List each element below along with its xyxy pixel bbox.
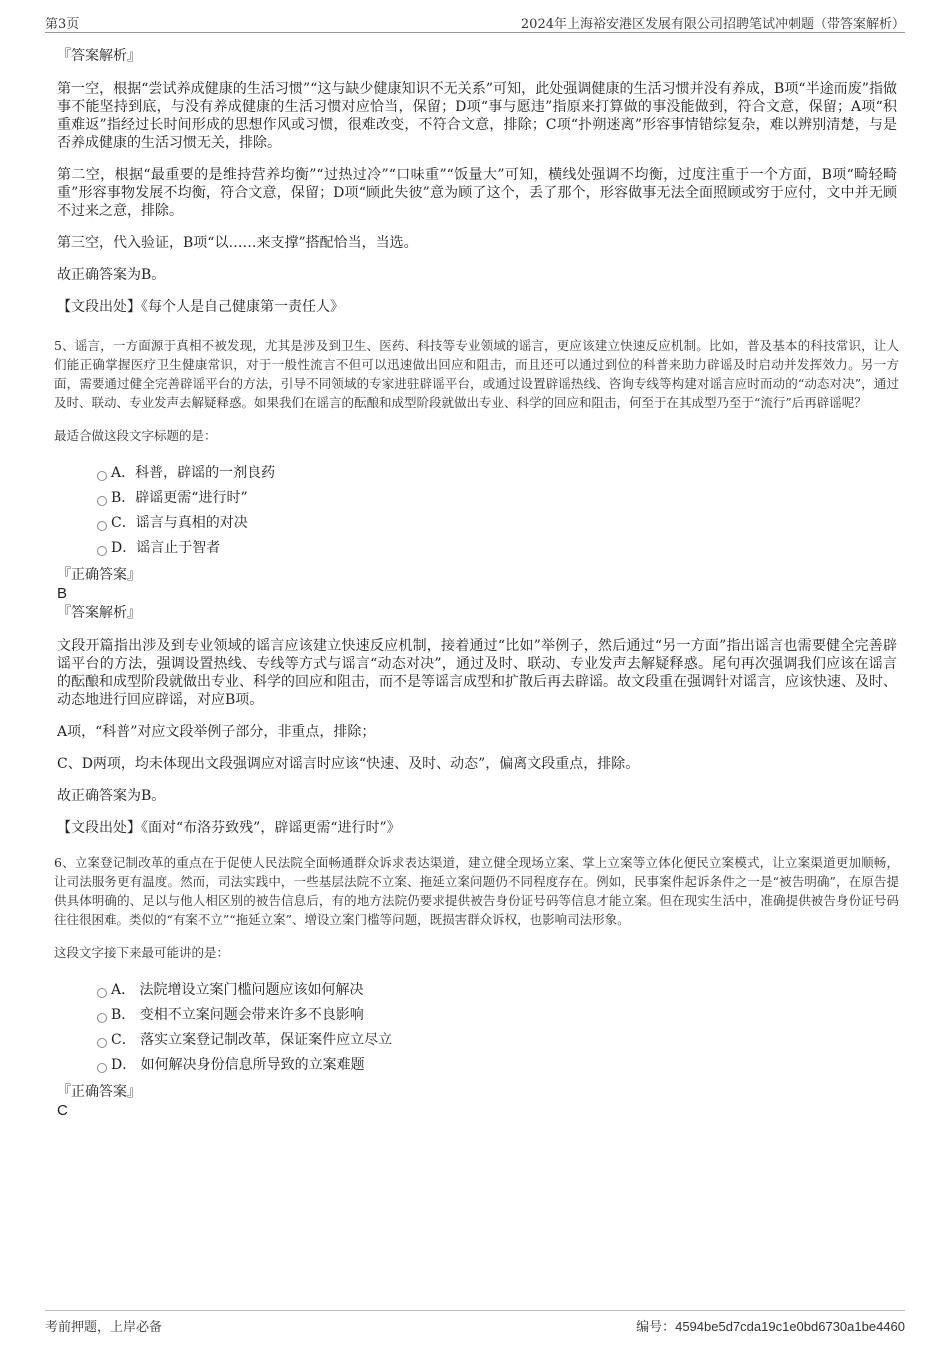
radio-icon[interactable] [97, 546, 107, 556]
q4-answer-statement: 故正确答案为B。 [57, 267, 166, 283]
q5-analysis-label: 『答案解析』 [57, 605, 141, 621]
radio-icon[interactable] [97, 471, 107, 481]
option-label: A．科普，辟谣的一剂良药 [111, 465, 276, 481]
radio-icon[interactable] [97, 988, 107, 998]
q6-answer-label: 『正确答案』 [57, 1084, 141, 1100]
radio-icon[interactable] [97, 521, 107, 531]
page-footer [45, 1310, 905, 1335]
option-label: B． 变相不立案问题会带来许多不良影响 [111, 1007, 364, 1023]
q5-question-text: 5、谣言，一方面源于真相不被发现，尤其是涉及到卫生、医药、科技等专业领域的谣言，更应该建立快速反应机制。比如，普及基本的科技常识，让人们能正确掌握医疗卫生健康常识，对于一般性流言不但可以迅速做出回应和阻击，而且还可以通过到位的科普来助力辟谣及时启动并发挥效力。另一方面，需要通过健全完善辟谣平台的方法，引导不同领域的专家进驻辟谣平台，或通过设置辟谣热线、咨询专线等构建对谣言应时而动的“动态对决”，通过及时、联动、专业发声去解疑释惑。如果我们在谣言的酝酿和成型阶段就做出专业、科学的回应和阻击，何至于在其成型乃至于“流行”后再辟谣呢？ [54, 338, 899, 410]
option-label: B．辟谣更需“进行时” [111, 490, 248, 506]
page-header [45, 10, 905, 33]
q4-analysis-label: 『答案解析』 [57, 48, 141, 64]
q4-analysis-paragraph: 第二空，根据“最重要的是维持营养均衡”“过热过冷”“口味重”“饭量大”可知，横线处强调不均衡，过度注重于一个方面，B项“畸轻畸重”形容事物发展不均衡，符合文意，保留；D项“顾此失彼”意为顾了这个，丢了那个，形容做事无法全面照顾或穷于应付，文中并无顾不过来之意，排除。 [57, 167, 897, 219]
document-id: 编号：4594be5d7cda19c1e0bd6730a1be4460 [636, 1319, 905, 1334]
radio-icon[interactable] [97, 496, 107, 506]
q6-options [57, 978, 897, 1078]
q6-answer: C [57, 1102, 68, 1119]
q5-option-a[interactable] [57, 461, 897, 486]
q4-analysis-paragraph: 第一空，根据“尝试养成健康的生活习惯”“这与缺少健康知识不无关系”可知，此处强调健康的生活习惯并没有养成，B项“半途而废”指做事不能坚持到底，与没有养成健康的生活习惯对应恰当，保留；D项“事与愿违”指原来打算做的事没能做到，符合文意，保留；A项“积重难返”指经过长时间形成的思想作风或习惯，很难改变，不符合文意，排除；C项“扑朔迷离”形容事情错综复杂，难以辨别清楚，与是否养成健康的生活习惯无关，排除。 [57, 81, 897, 151]
option-label: D．谣言止于智者 [111, 540, 221, 556]
q5-source: 【文段出处】《面对“布洛芬致残”，辟谣更需“进行时”》 [57, 820, 401, 836]
q5-answer: B [57, 585, 68, 602]
document-title: 2024年上海裕安港区发展有限公司招聘笔试冲刺题（带答案解析） [520, 17, 905, 32]
q6-question-text: 6、立案登记制改革的重点在于促使人民法院全面畅通群众诉求表达渠道，建立健全现场立案、掌上立案等立体化便民立案模式，让立案渠道更加顺畅，让司法服务更有温度。然而，司法实践中，一些基层法院不立案、拖延立案问题仍不同程度存在。例如，民事案件起诉条件之一是“被告明确”，在原告提供具体明确的、足以与他人相区别的被告信息后，有的地方法院仍要求提供被告身份证号码等信息才能立案。但在现实生活中，准确提供被告身份证号码往往很困难。类似的“有案不立”“拖延立案”、增设立案门槛等问题，既损害群众诉权，也影响司法形象。 [54, 855, 899, 927]
footer-slogan: 考前押题，上岸必备 [45, 1320, 163, 1335]
option-label: A． 法院增设立案门槛问题应该如何解决 [111, 982, 364, 998]
option-label: D． 如何解决身份信息所导致的立案难题 [111, 1057, 365, 1073]
q5-option-d[interactable] [57, 536, 897, 561]
q4-analysis-paragraph: 第三空，代入验证，B项“以……来支撑”搭配恰当，当选。 [57, 235, 418, 251]
radio-icon[interactable] [97, 1013, 107, 1023]
option-label: C． 落实立案登记制改革，保证案件应立尽立 [111, 1032, 393, 1048]
radio-icon[interactable] [97, 1038, 107, 1048]
q5-analysis-paragraph: A项，“科普”对应文段举例子部分，非重点，排除； [57, 724, 376, 740]
q5-options [57, 461, 897, 561]
q5-option-c[interactable] [57, 511, 897, 536]
q6-option-a[interactable] [57, 978, 897, 1003]
q5-answer-statement: 故正确答案为B。 [57, 788, 166, 804]
q6-option-d[interactable] [57, 1053, 897, 1078]
page-content [54, 45, 899, 1120]
q6-prompt: 这段文字接下来最可能讲的是： [54, 945, 230, 960]
q5-analysis-paragraph: 文段开篇指出涉及到专业领域的谣言应该建立快速反应机制，接着通过“比如”举例子，然后通过“另一方面”指出谣言也需要健全完善辟谣平台的方法，强调设置热线、专线等方式与谣言“动态对决”，通过及时、联动、专业发声去解疑释惑。尾句再次强调我们应该在谣言的酝酿和成型阶段就做出专业、科学的回应和阻击，而不是等谣言成型和扩散后再去辟谣。故文段重在强调针对谣言，应该快速、及时、动态地进行回应辟谣，对应B项。 [57, 638, 897, 708]
q5-answer-label: 『正确答案』 [57, 567, 141, 583]
q5-analysis-paragraph: C、D两项，均未体现出文段强调应对谣言时应该“快速、及时、动态”，偏离文段重点，排除。 [57, 756, 640, 772]
q4-source: 【文段出处】《每个人是自己健康第一责任人》 [57, 299, 344, 315]
q6-option-b[interactable] [57, 1003, 897, 1028]
radio-icon[interactable] [97, 1063, 107, 1073]
page-number: 第3页 [45, 17, 80, 32]
option-label: C．谣言与真相的对决 [111, 515, 248, 531]
q6-option-c[interactable] [57, 1028, 897, 1053]
q5-option-b[interactable] [57, 486, 897, 511]
q5-prompt: 最适合做这段文字标题的是： [54, 428, 217, 443]
